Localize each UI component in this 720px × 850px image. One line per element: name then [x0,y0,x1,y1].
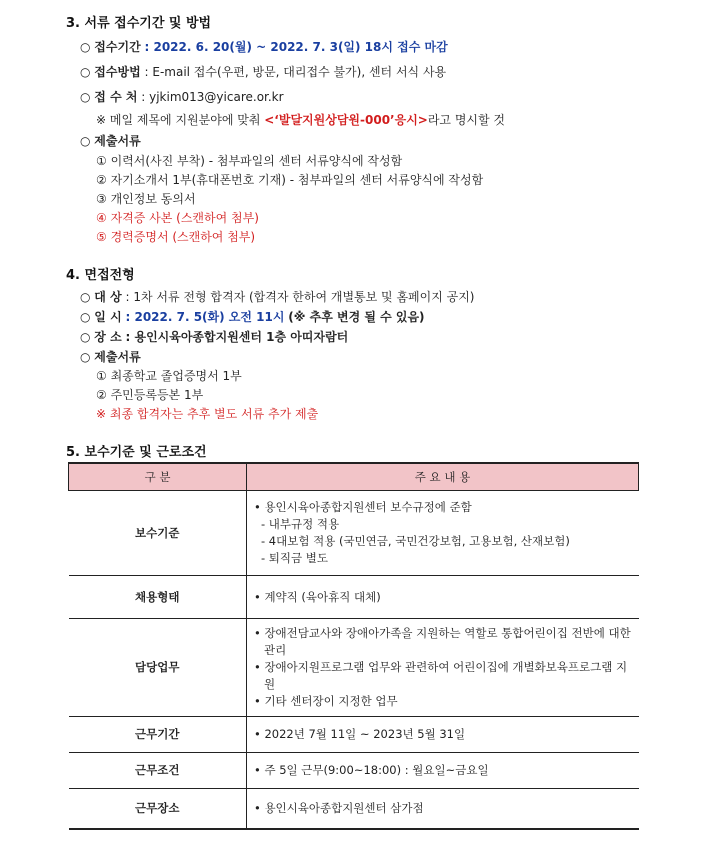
date-value: : 2022. 7. 5(화) 오전 11시 [125,310,285,324]
section-5-title: 5. 보수기준 및 근로조건 [66,445,207,460]
row-label: 보수기준 [69,491,247,576]
doc-item: ④ 자격증 사본 (스캔하여 첨부) [96,211,259,225]
content-line: • 2022년 7월 11일 ~ 2023년 5월 31일 [254,727,466,741]
s3-docs-label: 제출서류 [94,134,141,148]
s4-docs-line [80,349,141,365]
content-line: • 기타 센터장이 지정한 업무 [254,694,398,708]
header-category: 구 분 [69,463,247,491]
circle-bullet-icon: ○ [80,290,95,304]
row-label: 근무조건 [69,753,247,789]
dest-email[interactable]: : yjkim013@yicare.or.kr [141,90,284,104]
row-label: 담당업무 [69,619,247,717]
content-line: • 계약직 (육아휴직 대체) [254,589,381,604]
content-line: - 퇴직금 별도 [261,551,329,565]
note-text: ※ 메일 제목에 지원분야에 맞춰 [96,113,261,127]
circle-bullet-icon: ○ [80,134,95,148]
content-line: • 용인시육아종합지원센터 보수규정에 준함 [254,500,472,514]
doc-item: ⑤ 경력증명서 (스캔하여 첨부) [96,230,256,244]
method-value: : E-mail 접수(우편, 방문, 대리접수 불가), 센터 서식 사용 [144,65,447,79]
s4-docs-label: 제출서류 [94,350,141,364]
content-line: - 내부규정 적용 [261,517,340,531]
doc-item: ② 자기소개서 1부(휴대폰번호 기재) - 첨부파일의 센터 서류양식에 작성함 [96,173,484,187]
table-row [69,576,639,619]
dest-label: 접 수 처 [94,90,138,104]
method-label: 접수방법 [94,65,141,79]
circle-bullet-icon: ○ [80,90,95,104]
doc-item: ① 최종학교 졸업증명서 1부 [96,369,242,383]
doc-item: ① 이력서(사진 부착) - 첨부파일의 센터 서류양식에 작성함 [96,154,403,168]
place-value: : 용인시육아종합지원센터 1층 아띠자람터 [125,330,349,344]
circle-bullet-icon: ○ [80,330,95,344]
note-emphasis: <‘발달지원상담원-000’응시> [264,113,428,127]
table-header-row [69,463,639,491]
table-row [69,717,639,753]
place-line [80,329,348,345]
target-value: : 1차 서류 전형 합격자 (합격자 한하여 개별통보 및 홈페이지 공지) [125,290,475,304]
period-label: 접수기간 [94,40,141,54]
content-line: • 주 5일 근무(9:00~18:00) : 월요일~금요일 [254,763,489,777]
content-line: • 장애아지원프로그램 업무와 관련하여 어린이집에 개별화보육프로그램 지원 [254,660,628,691]
row-label: 근무장소 [69,789,247,829]
circle-bullet-icon: ○ [80,350,95,364]
place-label: 장 소 [94,330,122,344]
row-content [247,619,639,717]
note-tail: 라고 명시할 것 [427,113,506,127]
circle-bullet-icon: ○ [80,65,95,79]
date-line [80,309,425,325]
date-label: 일 시 [94,310,122,324]
row-content [247,717,639,753]
content-line: • 장애전담교사와 장애아가족을 지원하는 역할로 통합어린이집 전반에 대한 관리 [254,626,631,657]
circle-bullet-icon: ○ [80,40,95,54]
date-note: (※ 추후 변경 될 수 있음) [288,310,425,324]
period-value: : 2022. 6. 20(월) ~ 2022. 7. 3(일) 18시 접수 마감 [144,40,448,54]
table-row [69,753,639,789]
conditions-table [68,462,639,830]
s3-docs-line [80,133,141,149]
circle-bullet-icon: ○ [80,310,95,324]
row-content [247,753,639,789]
table-row [69,619,639,717]
target-label: 대 상 [94,290,122,304]
content-line: • 용인시육아종합지원센터 삼가점 [254,800,424,815]
row-label: 채용형태 [69,576,247,619]
row-label: 근무기간 [69,717,247,753]
section-3-title: 3. 서류 접수기간 및 방법 [66,16,212,31]
doc-item: ③ 개인정보 동의서 [96,192,196,206]
header-content: 주 요 내 용 [247,463,639,491]
table-row [69,491,639,576]
doc-item: ② 주민등록등본 1부 [96,388,204,402]
target-line [80,289,475,305]
row-content [247,491,639,576]
dest-line [80,89,284,105]
period-line [80,39,448,55]
mail-subject-note [96,112,505,128]
row-content [247,789,639,829]
section-4-title: 4. 면접전형 [66,268,135,283]
method-line [80,64,446,80]
final-docs-note: ※ 최종 합격자는 추후 별도 서류 추가 제출 [96,407,319,421]
table-row [69,789,639,829]
row-content [247,576,639,619]
content-line: - 4대보험 적용 (국민연금, 국민건강보험, 고용보험, 산재보험) [261,534,570,548]
